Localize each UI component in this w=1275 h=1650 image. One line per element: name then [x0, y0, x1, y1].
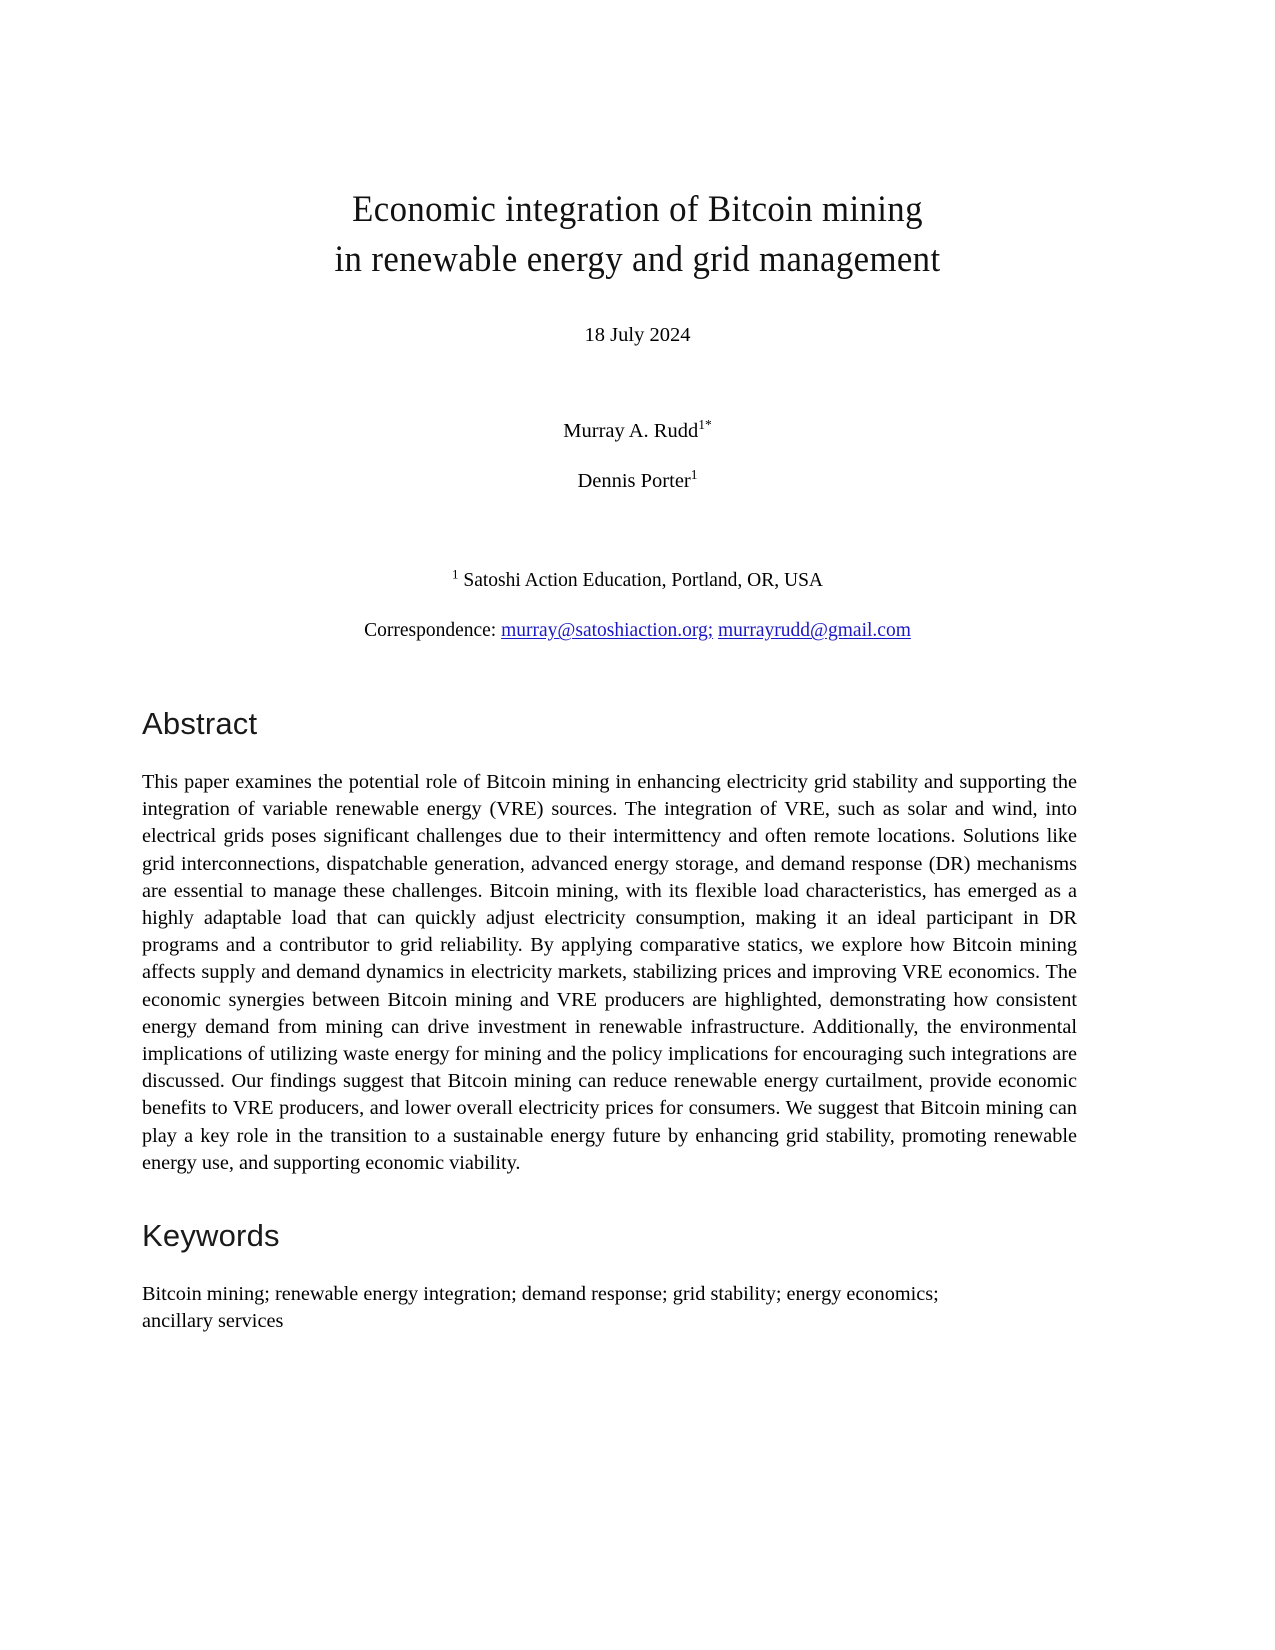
title-line-2: in renewable energy and grid management: [334, 238, 941, 280]
abstract-body: This paper examines the potential role of Bitcoin mining in enhancing electricity grid stability and supporting the integration of variable renewable energy (VRE) sources. The integration of VRE, such as solar and wind, into electrical grids poses significant challenges due to their intermittency and often remote locations. Solutions like grid interconnections, dispatchable generation, advanced energy storage, and demand response (DR) mechanisms are essential to manage these challenges. Bitcoin mining, with its flexible load characteristics, has emerged as a highly adaptable load that can quickly adjust electricity consumption, making it an ideal participant in DR programs and a contributor to grid reliability. By applying comparative statics, we explore how Bitcoin mining affects supply and demand dynamics in electricity markets, stabilizing prices and improving VRE economics. The economic synergies between Bitcoin mining and VRE producers are highlighted, demonstrating how consistent energy demand from mining can drive investment in renewable infrastructure. Additionally, the environmental implications of utilizing waste energy for mining and the policy implications for encouraging such integrations are discussed. Our findings suggest that Bitcoin mining can reduce renewable energy curtailment, provide economic benefits to VRE producers, and lower overall electricity prices for consumers. We suggest that Bitcoin mining can play a key role in the transition to a sustainable energy future by enhancing grid stability, promoting renewable energy use, and supporting economic viability.: [142, 771, 1077, 1174]
author-entry-2: [0, 468, 1275, 494]
keywords-heading: Keywords: [142, 1218, 280, 1254]
author-entry-1: [0, 418, 1275, 444]
author-name: Dennis Porter: [577, 470, 691, 492]
main-content: [142, 705, 1077, 1335]
author-affiliation-marker: 1: [690, 467, 698, 483]
page-title: [38, 185, 1237, 285]
keywords-section: [142, 1217, 1077, 1335]
title-block: [0, 160, 1275, 310]
affiliation-line: [0, 568, 1275, 594]
email-link-secondary[interactable]: murrayrudd@gmail.com: [718, 620, 911, 641]
author-name: Murray A. Rudd: [563, 420, 699, 442]
abstract-heading: Abstract: [142, 706, 258, 741]
affiliation-marker: 1: [451, 566, 459, 582]
title-line-1: Economic integration of Bitcoin mining: [352, 188, 923, 230]
affiliation-text: Satoshi Action Education, Portland, OR, USA: [463, 570, 824, 591]
author-affiliation-marker: 1*: [698, 417, 712, 433]
affiliation-block: [0, 568, 1275, 644]
abstract-section: [142, 705, 1077, 1177]
correspondence-line: [0, 618, 1275, 644]
author-list: [0, 418, 1275, 494]
correspondence-label: Correspondence:: [364, 620, 497, 641]
keywords-body: Bitcoin mining; renewable energy integration; demand response; grid stability; energy economics; ancillary services: [142, 1283, 939, 1333]
email-link-primary[interactable]: murray@satoshiaction.org;: [501, 620, 714, 641]
publication-date: 18 July 2024: [584, 324, 691, 346]
